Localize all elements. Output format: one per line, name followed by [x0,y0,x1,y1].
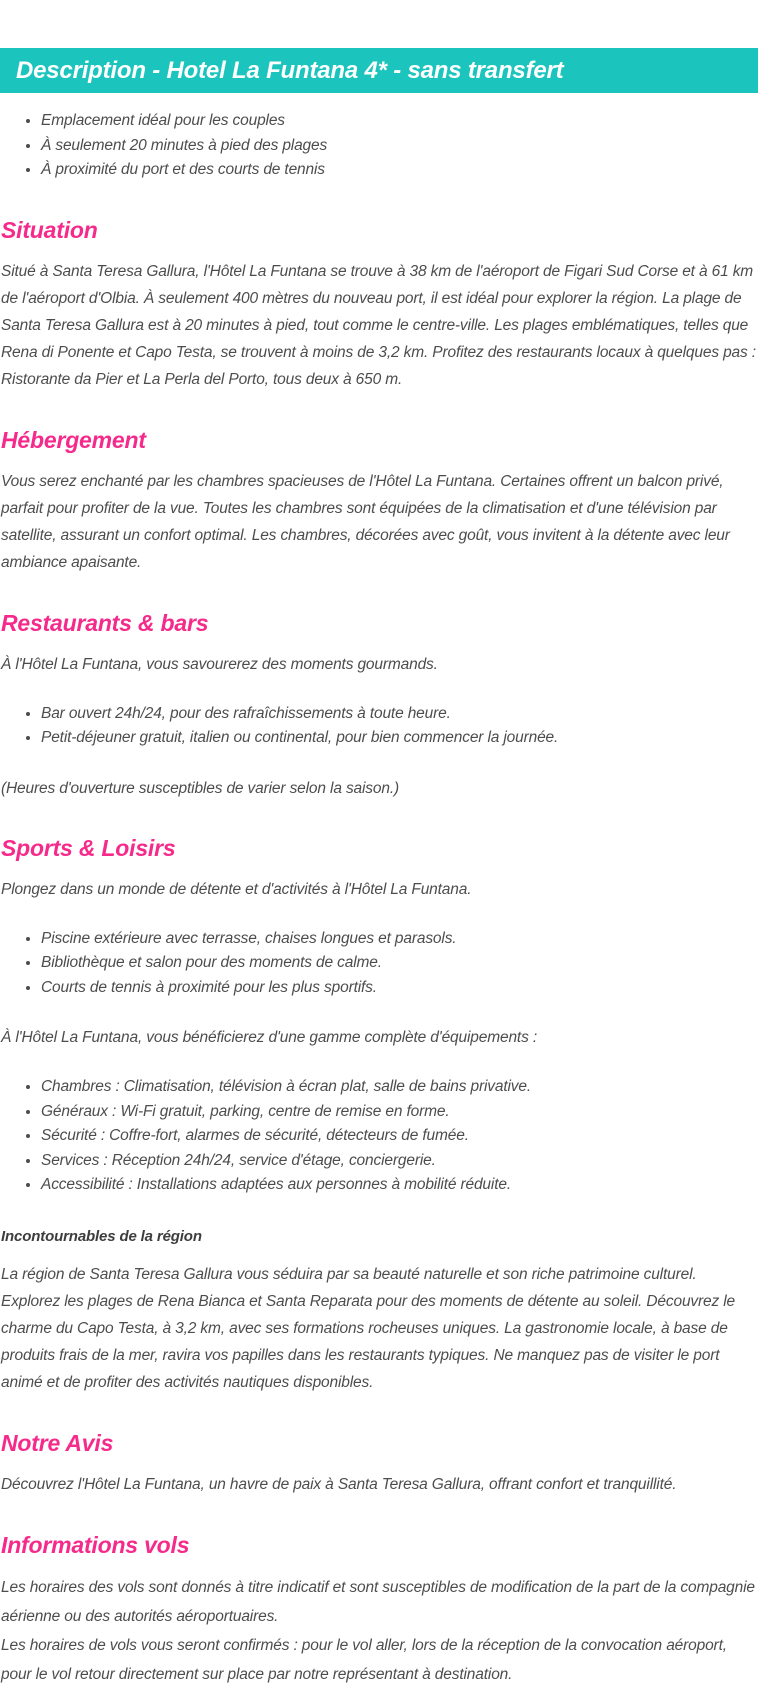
restaurants-item: • Petit-déjeuner gratuit, italien ou continental, pour bien commencer la journée. [41,726,758,751]
sports-item: • Courts de tennis à proximité pour les plus sportifs. [41,976,758,1001]
region-title: Incontournables de la région [1,1227,202,1245]
flight-info-line: Les horaires des vols sont donnés à titre indicatif et sont susceptibles de modification de la part de la compagnie aérienne ou des autorités aéroportuaires. [1,1578,755,1625]
region-text: La région de Santa Teresa Gallura vous séduira par sa beauté naturelle et son riche patrimoine culturel. Explorez les plages de Rena Bianca et Santa Reparata pour des moments de détente au soleil. Découvrez le charme du Capo Testa, à 3,2 km, avec ses formations rocheuses uniques. La gastronomie locale, à base de produits frais de la mer, ravira vos papilles dans les restaurants typiques. Ne manquez pas de visiter le port animé et de profiter des activités nautiques disponibles. [1,1265,736,1391]
highlight-item: • À seulement 20 minutes à pied des plages [41,134,758,159]
equipments-list [1,1075,758,1198]
page-title: Description - Hotel La Funtana 4* - sans transfert [16,56,564,84]
opening-hours-note: (Heures d'ouverture susceptibles de varier selon la saison.) [1,779,400,797]
restaurants-list [1,702,758,751]
equipments-item: • Services : Réception 24h/24, service d'étage, conciergerie. [41,1149,758,1174]
sports-item: • Bibliothèque et salon pour des moments de calme. [41,951,758,976]
description-content [0,109,758,1703]
vols-heading: Informations vols [1,1531,190,1558]
section-header-bar [0,48,758,93]
equipments-intro: À l'Hôtel La Funtana, vous bénéficierez d'une gamme complète d'équipements : [1,1029,537,1046]
flight-info-text [1,1573,758,1689]
flight-info-line: Les horaires de vols vous seront confirmés : pour le vol aller, lors de la réception de la convocation aéroport, pour le vol retour directement sur place par notre représentant à destination. [1,1636,727,1683]
highlight-list [1,109,758,183]
restaurants-item: • Bar ouvert 24h/24, pour des rafraîchissements à toute heure. [41,702,758,727]
bottom-spacer [1,1689,758,1703]
hebergement-heading: Hébergement [1,426,146,453]
restaurants-heading: Restaurants & bars [1,609,209,636]
situation-heading: Situation [1,216,98,243]
sports-item: • Piscine extérieure avec terrasse, chaises longues et parasols. [41,927,758,952]
avis-text: Découvrez l'Hôtel La Funtana, un havre de paix à Santa Teresa Gallura, offrant confort et tranquillité. [1,1475,677,1493]
restaurants-intro: À l'Hôtel La Funtana, vous savourerez des moments gourmands. [1,655,438,673]
equipments-item: • Chambres : Climatisation, télévision à écran plat, salle de bains privative. [41,1075,758,1100]
sports-list [1,927,758,1001]
equipments-item: • Accessibilité : Installations adaptées aux personnes à mobilité réduite. [41,1173,758,1198]
sports-heading: Sports & Loisirs [1,834,176,861]
equipments-item: • Sécurité : Coffre-fort, alarmes de sécurité, détecteurs de fumée. [41,1124,758,1149]
sports-intro: Plongez dans un monde de détente et d'activités à l'Hôtel La Funtana. [1,880,472,898]
highlight-item: • À proximité du port et des courts de tennis [41,158,758,183]
highlight-item: • Emplacement idéal pour les couples [41,109,758,134]
situation-text: Situé à Santa Teresa Gallura, l'Hôtel La Funtana se trouve à 38 km de l'aéroport de Figari Sud Corse et à 61 km de l'aéroport d'Olbia. À seulement 400 mètres du nouveau port, il est idéal pour explorer la région. La plage de Santa Teresa Gallura est à 20 minutes à pied, tout comme le centre-ville. Les plages emblématiques, telles que Rena di Ponente et Capo Testa, se trouvent à moins de 3,2 km. Profitez des restaurants locaux à quelques pas : Ristorante da Pier et La Perla del Porto, tous deux à 650 m. [1,262,756,388]
equipments-item: • Généraux : Wi-Fi gratuit, parking, centre de remise en forme. [41,1100,758,1125]
hebergement-text: Vous serez enchanté par les chambres spacieuses de l'Hôtel La Funtana. Certaines offrent un balcon privé, parfait pour profiter de la vue. Toutes les chambres sont équipées de la climatisation et d'une télévision par satellite, assurant un confort optimal. Les chambres, décorées avec goût, vous invitent à la détente avec leur ambiance apaisante. [1,472,730,571]
avis-heading: Notre Avis [1,1429,114,1456]
